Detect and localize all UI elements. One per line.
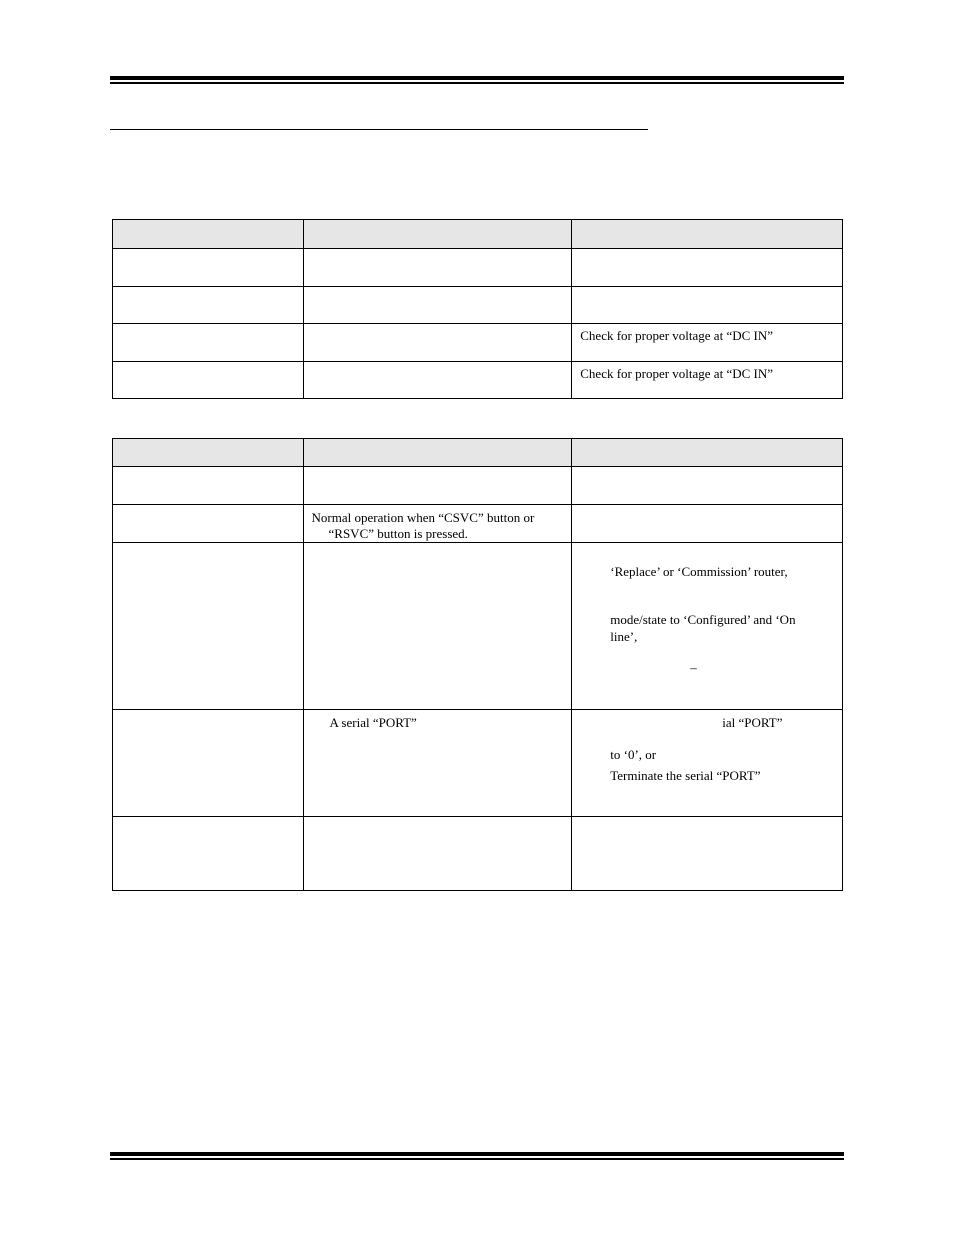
meaning-text: Normal operation when “CSVC” button or bbox=[311, 510, 535, 525]
header-cell bbox=[572, 220, 843, 249]
status-table-2 bbox=[112, 438, 843, 891]
header-cell bbox=[113, 439, 304, 467]
remedy-text: Check for proper voltage at “DC IN” bbox=[580, 328, 774, 343]
header-cell bbox=[113, 220, 304, 249]
table-header-row bbox=[113, 439, 843, 467]
header-rule bbox=[110, 76, 844, 82]
table-row bbox=[113, 467, 843, 505]
table-row bbox=[113, 543, 843, 710]
table-header-row bbox=[113, 220, 843, 249]
table-row bbox=[113, 505, 843, 543]
header-cell bbox=[303, 439, 572, 467]
meaning-text: A serial “PORT” bbox=[329, 715, 417, 730]
remedy-text: to ‘0’, or bbox=[610, 747, 657, 762]
remedy-text: ‘Replace’ or ‘Commission’ router, bbox=[610, 564, 788, 579]
table-row bbox=[113, 287, 843, 324]
status-table-1 bbox=[112, 219, 843, 399]
remedy-text: ial “PORT” bbox=[722, 715, 783, 730]
header-cell bbox=[572, 439, 843, 467]
meaning-text: “RSVC” button is pressed. bbox=[328, 526, 468, 541]
remedy-text: Check for proper voltage at “DC IN” bbox=[580, 366, 774, 381]
remedy-text: Terminate the serial “PORT” bbox=[610, 768, 761, 783]
footer-rule bbox=[110, 1152, 844, 1158]
table-row bbox=[113, 249, 843, 287]
table-row bbox=[113, 362, 843, 399]
section-heading-underline bbox=[110, 129, 648, 130]
table-row bbox=[113, 817, 843, 891]
remedy-text: mode/state to ‘Configured’ and ‘On bbox=[610, 612, 796, 627]
table-row bbox=[113, 324, 843, 362]
remedy-text: line’, bbox=[610, 629, 638, 644]
remedy-dash: – bbox=[690, 660, 697, 675]
table-row bbox=[113, 710, 843, 817]
header-cell bbox=[303, 220, 572, 249]
